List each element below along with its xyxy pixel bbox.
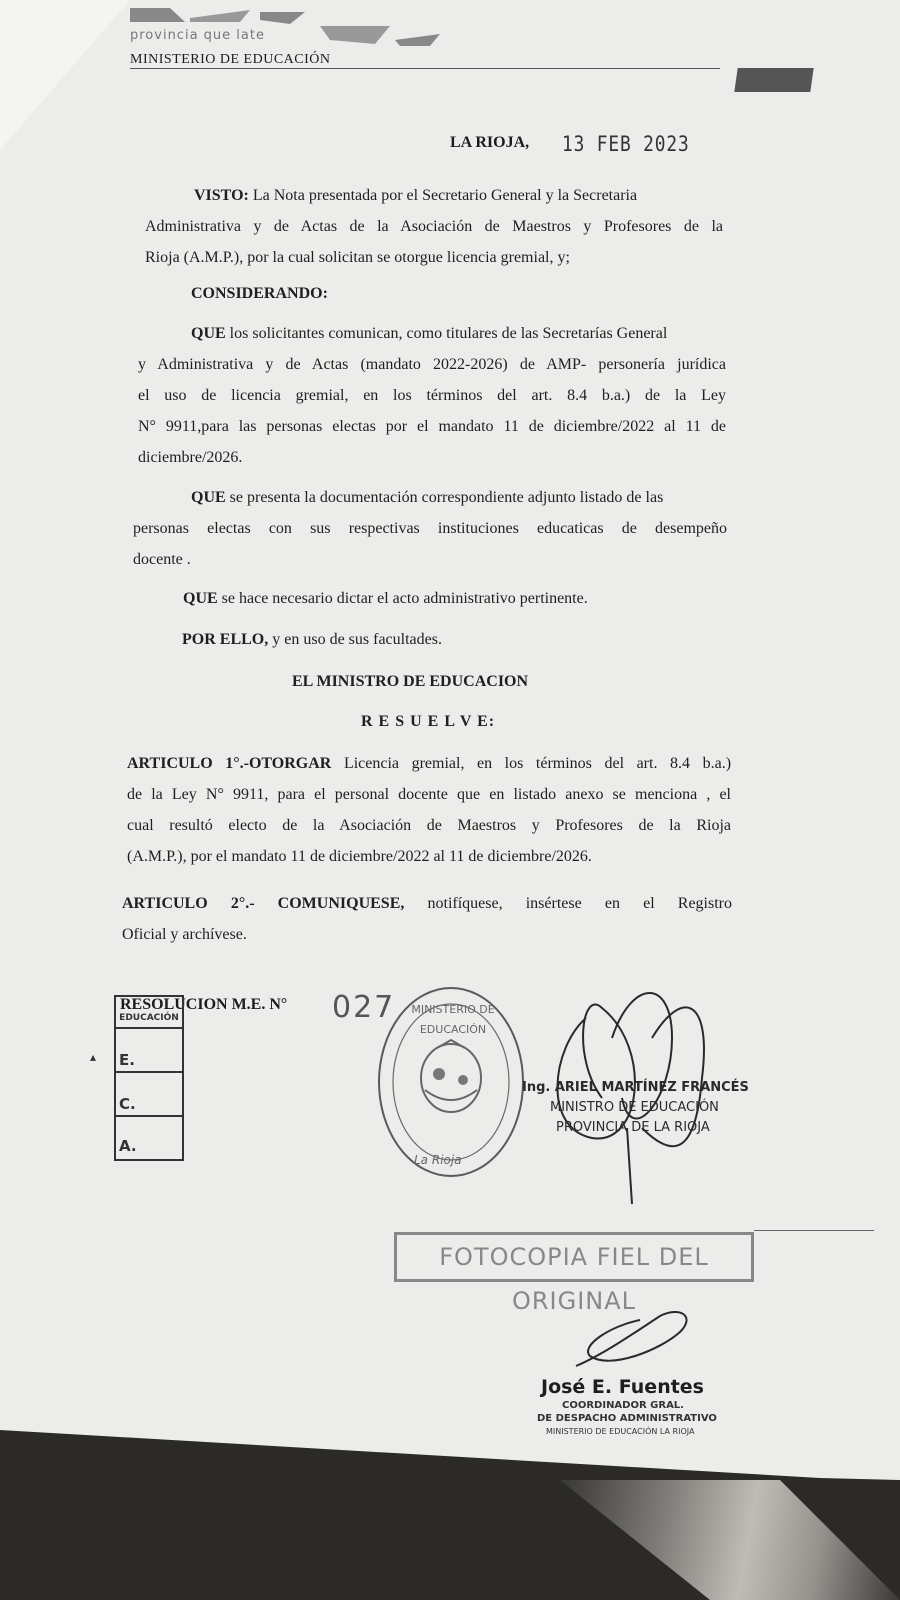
que-label: QUE — [191, 325, 226, 342]
seal-bottom-text: La Rioja — [414, 1153, 462, 1167]
visto-label: VISTO: — [194, 187, 249, 204]
que-paragraph-2 — [133, 482, 727, 575]
que-line: N° 9911,para las personas electas por el mandato 11 de diciembre/2022 al 11 de — [138, 418, 726, 435]
date-stamp: 13 FEB 2023 — [562, 132, 690, 156]
certifier-ministry: MINISTERIO DE EDUCACIÓN LA RIOJA — [546, 1427, 695, 1436]
minister-name: Ing. ARIEL MARTÍNEZ FRANCÉS — [522, 1080, 749, 1095]
seal-ring-text: MINISTERIO DE EDUCACIÓN — [411, 1003, 495, 1036]
visto-line: Administrativa y de Actas de la Asociación de Maestros y Profesores de la — [145, 218, 723, 235]
visto-line: La Nota presentada por el Secretario General y la Secretaria — [252, 187, 638, 204]
por-ello-label: POR ELLO, — [182, 631, 269, 648]
que-line: y Administrativa y de Actas (mandato 2022-2026) de AMP- personería jurídica — [138, 356, 726, 373]
background-surface — [560, 1480, 900, 1600]
control-box-row: E. — [116, 1027, 182, 1071]
control-box-header: EDUCACIÓN — [119, 1013, 179, 1023]
date-label: LA RIOJA, — [450, 134, 530, 151]
visto-paragraph — [145, 180, 723, 273]
articulo-line: Oficial y archívese. — [122, 926, 247, 943]
certifier-signature-icon — [570, 1306, 700, 1372]
corner-tab — [734, 68, 813, 92]
control-box-row: C. — [116, 1071, 182, 1115]
minister-province: PROVINCIA DE LA RIOJA — [556, 1120, 710, 1135]
certifier-title: COORDINADOR GRAL. — [562, 1400, 684, 1411]
que-line: se presenta la documentación correspondiente adjunto listado de las — [229, 489, 664, 506]
minister-title: MINISTRO DE EDUCACIÓN — [550, 1100, 719, 1115]
que-line: el uso de licencia gremial, en los términos del art. 8.4 b.a.) de la Ley — [138, 387, 726, 404]
visto-line: Rioja (A.M.P.), por la cual solicitan se otorgue licencia gremial, y; — [145, 249, 570, 266]
minister-heading: EL MINISTRO DE EDUCACION — [292, 673, 529, 690]
articulo-1 — [127, 748, 731, 872]
certified-copy-stamp: FOTOCOPIA FIEL DEL ORIGINAL — [394, 1232, 754, 1282]
por-ello-text: y en uso de sus facultades. — [272, 631, 442, 648]
stamp-rule — [754, 1230, 874, 1231]
articulo-line: notifíquese, insértese en el Registro — [427, 895, 732, 912]
que-paragraph-3 — [183, 583, 588, 614]
articulo-2 — [122, 888, 732, 950]
que-label: QUE — [191, 489, 226, 506]
que-line: diciembre/2026. — [138, 449, 243, 466]
considerando-heading: CONSIDERANDO: — [191, 285, 328, 302]
certifier-office: DE DESPACHO ADMINISTRATIVO — [537, 1413, 717, 1424]
articulo-line: (A.M.P.), por el mandato 11 de diciembre/2022 al 11 de diciembre/2026. — [127, 848, 592, 865]
articulo-1-label: ARTICULO 1°.-OTORGAR — [127, 755, 332, 772]
header-divider — [130, 68, 720, 69]
control-box-row: A. — [116, 1115, 182, 1157]
que-line: docente . — [133, 551, 191, 568]
certifier-name: José E. Fuentes — [541, 1376, 704, 1398]
que-label: QUE — [183, 590, 218, 607]
que-line: se hace necesario dictar el acto administrativo pertinente. — [221, 590, 588, 607]
articulo-line: Licencia gremial, en los términos del art. 8.4 b.a.) — [343, 755, 732, 772]
articulo-2-label: ARTICULO 2°.- COMUNIQUESE, — [122, 895, 405, 912]
control-box — [114, 995, 184, 1161]
resuelve-heading: R E S U E L V E: — [361, 713, 496, 730]
que-line: personas electas con sus respectivas instituciones educaticas de desempeño — [133, 520, 727, 537]
por-ello-paragraph — [182, 624, 442, 655]
articulo-line: de la Ley N° 9911, para el personal docente que en listado anexo se menciona , el — [127, 786, 731, 803]
resolution-label: RESOLUCION M.E. N° — [120, 996, 288, 1013]
ministry-header: MINISTERIO DE EDUCACIÓN — [130, 52, 331, 67]
margin-mark: ▴ — [90, 1050, 97, 1064]
logo-slogan: provincia que late — [130, 28, 265, 43]
articulo-line: cual resultó electo de la Asociación de Maestros y Profesores de la Rioja — [127, 817, 731, 834]
que-paragraph-1 — [138, 318, 726, 473]
que-line: los solicitantes comunican, como titulares de las Secretarías General — [229, 325, 668, 342]
resolution-number: 027 — [332, 990, 396, 1025]
